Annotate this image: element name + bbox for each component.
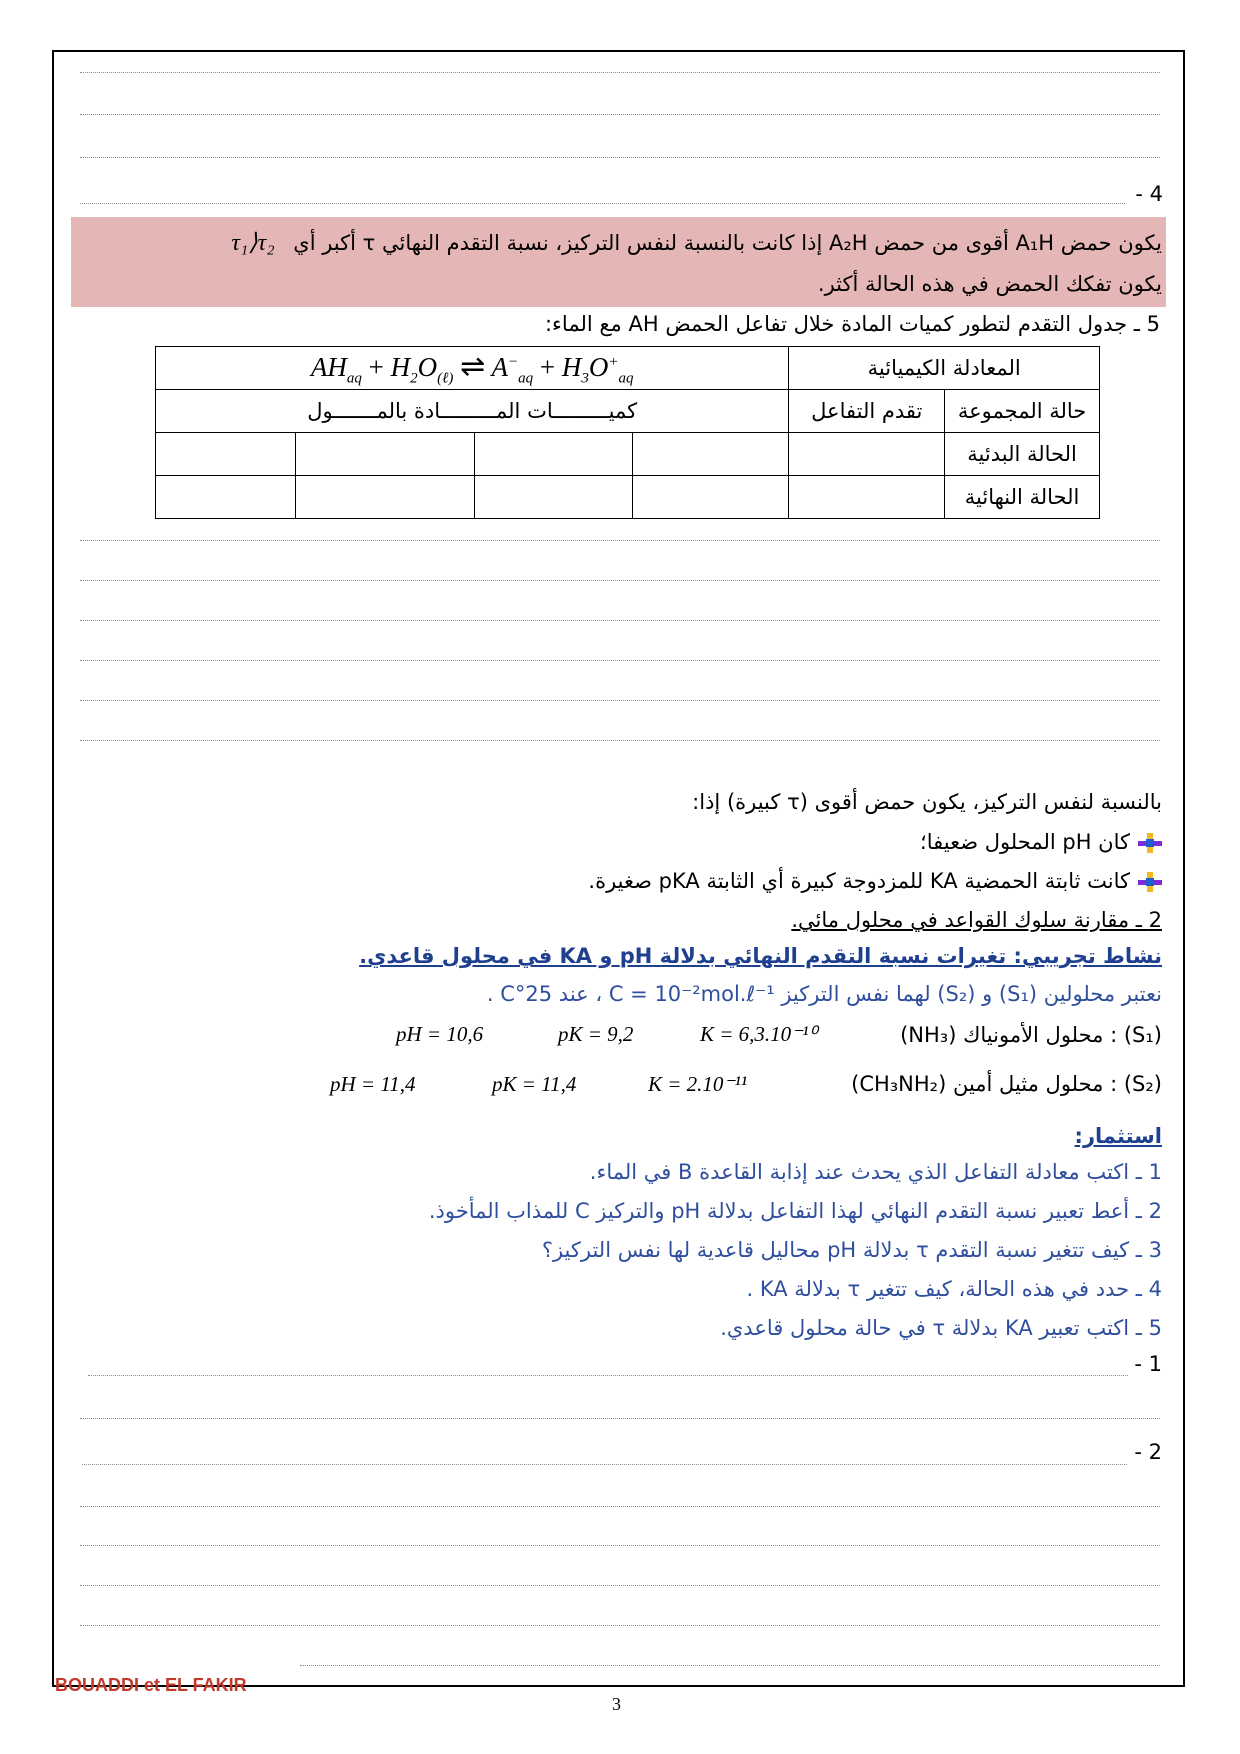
section-2-heading: 2 ـ مقارنة سلوك القواعد في محلول مائي.	[791, 908, 1162, 932]
conclusion-bullet-1: كان pH المحلول ضعيفا؛	[920, 830, 1162, 854]
answer-line	[80, 1506, 1160, 1507]
empty-cell[interactable]	[474, 433, 632, 476]
state-header-cell: حالة المجموعة	[945, 390, 1100, 433]
s2-label: (S₂) : محلول مثيل أمين (CH₃NH₂)	[851, 1072, 1162, 1096]
s2-pK: pK = 11,4	[492, 1072, 577, 1096]
answer-line	[80, 620, 1160, 621]
equation-cell	[156, 347, 789, 390]
answer-line	[80, 72, 1160, 73]
answer-line	[80, 1625, 1160, 1626]
empty-cell[interactable]	[789, 433, 945, 476]
empty-cell[interactable]	[632, 433, 789, 476]
activity-intro: نعتبر محلولين (S₁) و (S₂) لهما نفس التركيز C = 10⁻²mol.ℓ⁻¹ ، عند 25°C .	[486, 982, 1162, 1006]
empty-cell[interactable]	[789, 476, 945, 519]
answer-line	[80, 700, 1160, 701]
s1-pK: pK = 9,2	[558, 1022, 634, 1046]
table-row	[156, 476, 1100, 519]
empty-cell[interactable]	[474, 476, 632, 519]
answer-line	[82, 1464, 1127, 1465]
conclusion-intro: بالنسبة لنفس التركيز، يكون حمض أقوى (τ كبيرة) إذا:	[692, 790, 1162, 814]
exploitation-title: استثمار:	[1074, 1124, 1162, 1148]
answer-line	[80, 157, 1160, 158]
question-3: 3 ـ كيف تتغير نسبة التقدم τ بدلالة pH محاليل قاعدية لها نفس التركيز؟	[541, 1238, 1162, 1262]
row-label-initial: الحالة البدئية	[945, 433, 1100, 476]
answer-line	[80, 1418, 1160, 1419]
page-number: 3	[612, 1694, 621, 1714]
answer-line	[80, 580, 1160, 581]
answer-line	[80, 203, 1125, 204]
equation-header-cell: المعادلة الكيميائية	[789, 347, 1100, 390]
advancement-table	[155, 346, 1100, 519]
answer-line	[300, 1665, 1160, 1666]
s1-K: K = 6,3.10⁻¹⁰	[700, 1022, 817, 1046]
bullet-icon	[1138, 833, 1162, 853]
answer-line	[88, 1375, 1128, 1376]
table-row	[156, 433, 1100, 476]
table-row	[156, 347, 1100, 390]
question-1: 1 ـ اكتب معادلة التفاعل الذي يحدث عند إذابة القاعدة B في الماء.	[589, 1160, 1162, 1184]
row-label-final: الحالة النهائية	[945, 476, 1100, 519]
item-5-text: 5 ـ جدول التقدم لتطور كميات المادة خلال تفاعل الحمض AH مع الماء:	[544, 312, 1160, 336]
s1-pH: pH = 10,6	[396, 1022, 484, 1046]
answer-1-label: 1 -	[1134, 1352, 1162, 1376]
chemical-equation: $AH_{aq} + H_2O_{(\ell)}$ ⇌ $A^-_{aq} + H_3O^+_{aq}$	[310, 349, 634, 387]
answer-2-label: 2 -	[1134, 1440, 1162, 1464]
empty-cell[interactable]	[295, 476, 474, 519]
highlight-line-2: يكون تفكك الحمض في هذه الحالة أكثر.	[817, 272, 1162, 296]
authors-footer: BOUADDI et EL FAKIR	[55, 1675, 247, 1695]
empty-cell[interactable]	[156, 433, 296, 476]
empty-cell[interactable]	[632, 476, 789, 519]
answer-line	[80, 114, 1160, 115]
answer-line	[80, 1545, 1160, 1546]
table-row	[156, 390, 1100, 433]
question-5: 5 ـ اكتب تعبير KA بدلالة τ في حالة محلول قاعدي.	[720, 1316, 1162, 1340]
bullet-icon	[1138, 872, 1162, 892]
question-4: 4 ـ حدد في هذه الحالة، كيف تتغير τ بدلالة KA .	[746, 1277, 1162, 1301]
question-2: 2 ـ أعط تعبير نسبة التقدم النهائي لهذا التفاعل بدلالة pH والتركيز C للمذاب المأخوذ.	[428, 1199, 1162, 1223]
quantities-header-cell: كميـــــــــات المـــــــــادة بالمـــــــول	[156, 390, 789, 433]
answer-line	[80, 1585, 1160, 1586]
answer-line	[80, 740, 1160, 741]
answer-line	[80, 660, 1160, 661]
empty-cell[interactable]	[295, 433, 474, 476]
item-4-label: 4 -	[1135, 182, 1163, 206]
activity-title: نشاط تجريبي: تغيرات نسبة التقدم النهائي بدلالة pH و KA في محلول قاعدي.	[359, 944, 1162, 968]
conclusion-bullet-2: كانت ثابتة الحمضية KA للمزدوجة كبيرة أي الثابتة pKA صغيرة.	[588, 869, 1162, 893]
empty-cell[interactable]	[156, 476, 296, 519]
highlight-line-1: يكون حمض A₁H أقوى من حمض A₂H إذا كانت بالنسبة لنفس التركيز، نسبة التقدم النهائي τ أكبر أي τ₁⟩τ₂	[231, 230, 1162, 256]
answer-line	[80, 540, 1160, 541]
s2-pH: pH = 11,4	[330, 1072, 416, 1096]
progress-header-cell: تقدم التفاعل	[789, 390, 945, 433]
s2-K: K = 2.10⁻¹¹	[648, 1072, 748, 1096]
s1-label: (S₁) : محلول الأمونياك (NH₃)	[900, 1023, 1162, 1047]
